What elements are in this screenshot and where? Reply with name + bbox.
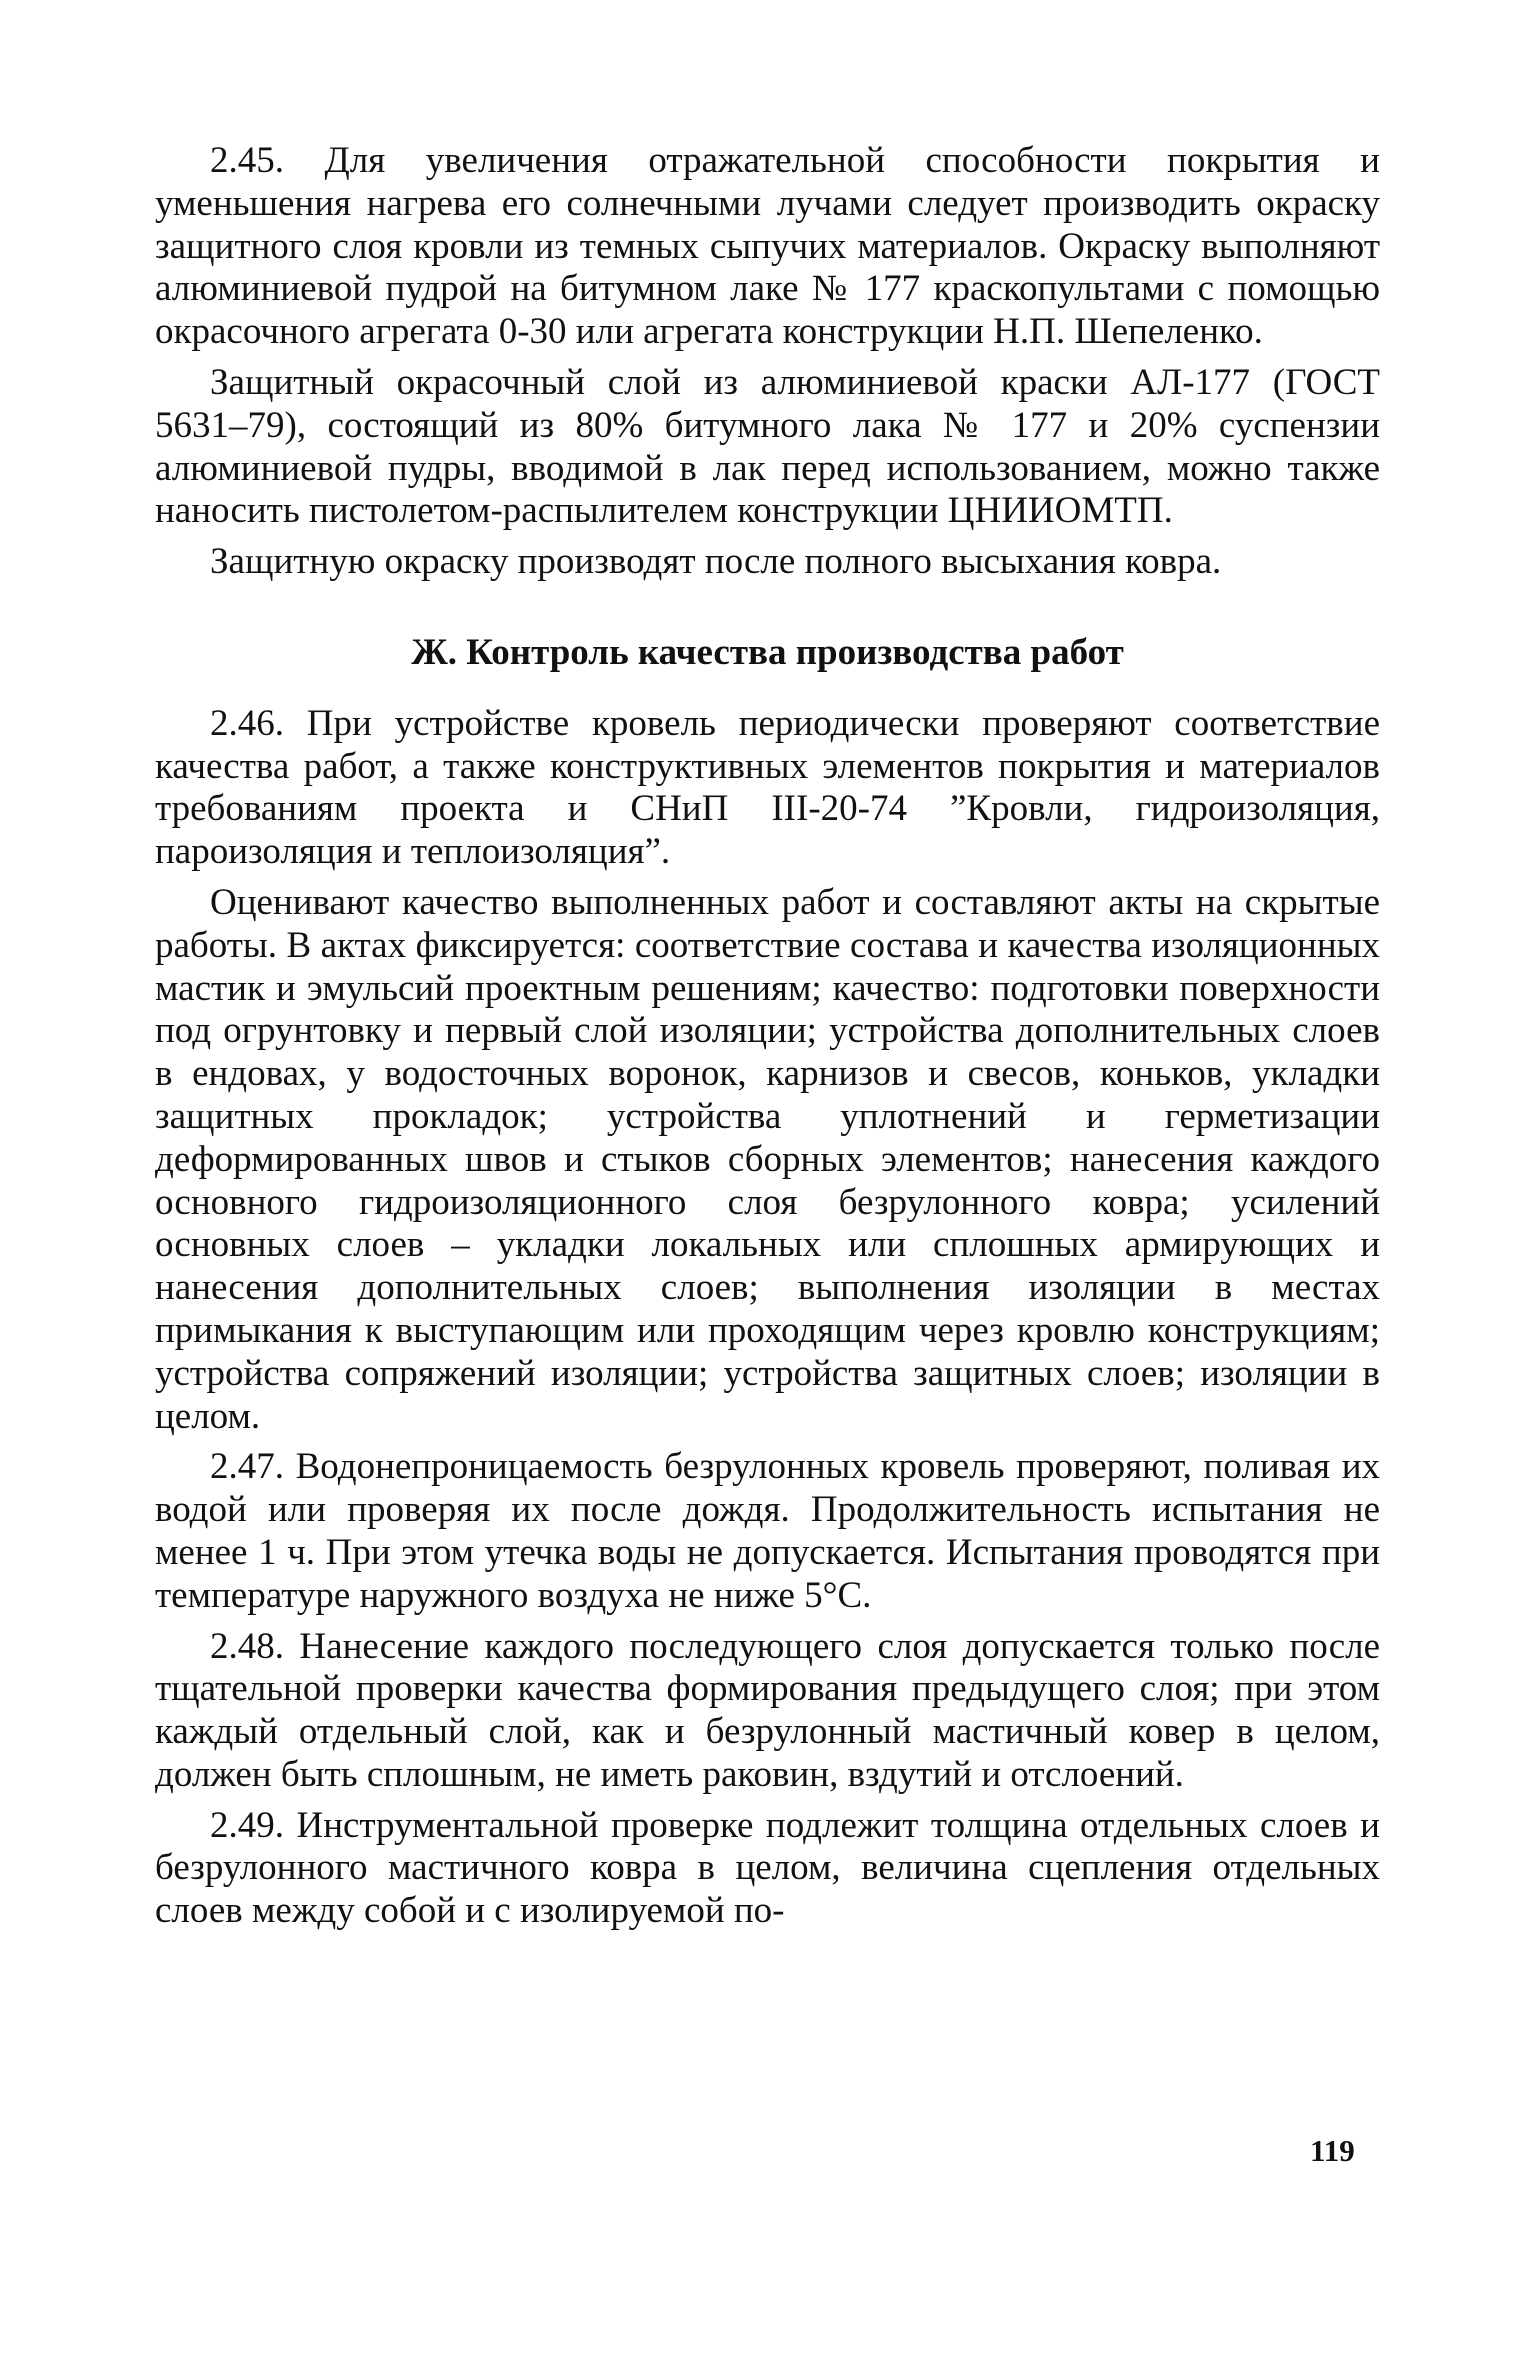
page-number: 119 [1310,2133,1355,2168]
paragraph-2-45: 2.45. Для увеличения отражательной способности покрытия и уменьшения нагрева его солнечными лучами следует производить окраску защитного слоя кровли из темных сыпучих материалов. Окраску выполняют алюминиевой пудрой на битумном лаке № 177 краскопультами с помощью окрасочного агрегата 0-30 или агрегата конструкции Н.П. Шепеленко. [155,140,1380,353]
page-body [155,140,1380,1933]
section-heading: Ж. Контроль качества производства работ [411,631,1124,673]
paragraph-assessment: Оценивают качество выполненных работ и составляют акты на скрытые работы. В актах фиксируется: соответствие состава и качества изоляционных мастик и эмульсий проектным решениям; качество: подготовки поверхности под огрунтовку и первый слой изоляции; устройства дополнительных слоев в ендовах, у водосточных воронок, карнизов и свесов, коньков, укладки защитных прокладок; устройства уплотнений и герметизации деформированных швов и стыков сборных элементов; нанесения каждого основного гидроизоляционного слоя безрулонного ковра; усилений основных слоев – укладки локальных или сплошных армирующих и нанесения дополнительных слоев; выполнения изоляции в местах примыкания к выступающим или проходящим через кровлю конструкциям; устройства сопряжений изоляции; устройства защитных слоев; изоляции в целом. [155,881,1380,1437]
paragraph-2-47: 2.47. Водонепроницаемость безрулонных кровель проверяют, поливая их водой или проверяя их после дождя. Продолжительность испытания не менее 1 ч. При этом утечка воды не допускается. Испытания проводятся при температуре наружного воздуха не ниже 5°C. [155,1446,1380,1616]
paragraph-2-46: 2.46. При устройстве кровель периодически проверяют соответствие качества работ, а также конструктивных элементов покрытия и материалов требованиям проекта и СНиП III-20-74 ”Кровли, гидроизоляция, пароизоляция и теплоизоляция”. [155,702,1380,873]
paragraph-protective-layer: Защитный окрасочный слой из алюминиевой краски АЛ-177 (ГОСТ 5631–79), состоящий из 80% битумного лака № 177 и 20% суспензии алюминиевой пудры, вводимой в лак перед использованием, можно также наносить пистолетом-распылителем конструкции ЦНИИОМТП. [155,361,1380,532]
paragraph-protective-painting: Защитную окраску производят после полного высыхания ковра. [210,541,1222,583]
paragraph-2-49: 2.49. Инструментальной проверке подлежит толщина отдельных слоев и безрулонного мастичного ковра в целом, величина сцепления отдельных слоев между собой и с изолируемой по- [155,1804,1380,1932]
paragraph-2-48: 2.48. Нанесение каждого последующего слоя допускается только после тщательной проверки качества формирования предыдущего слоя; при этом каждый отдельный слой, как и безрулонный мастичный ковер в целом, должен быть сплошным, не иметь раковин, вздутий и отслоений. [155,1625,1380,1795]
